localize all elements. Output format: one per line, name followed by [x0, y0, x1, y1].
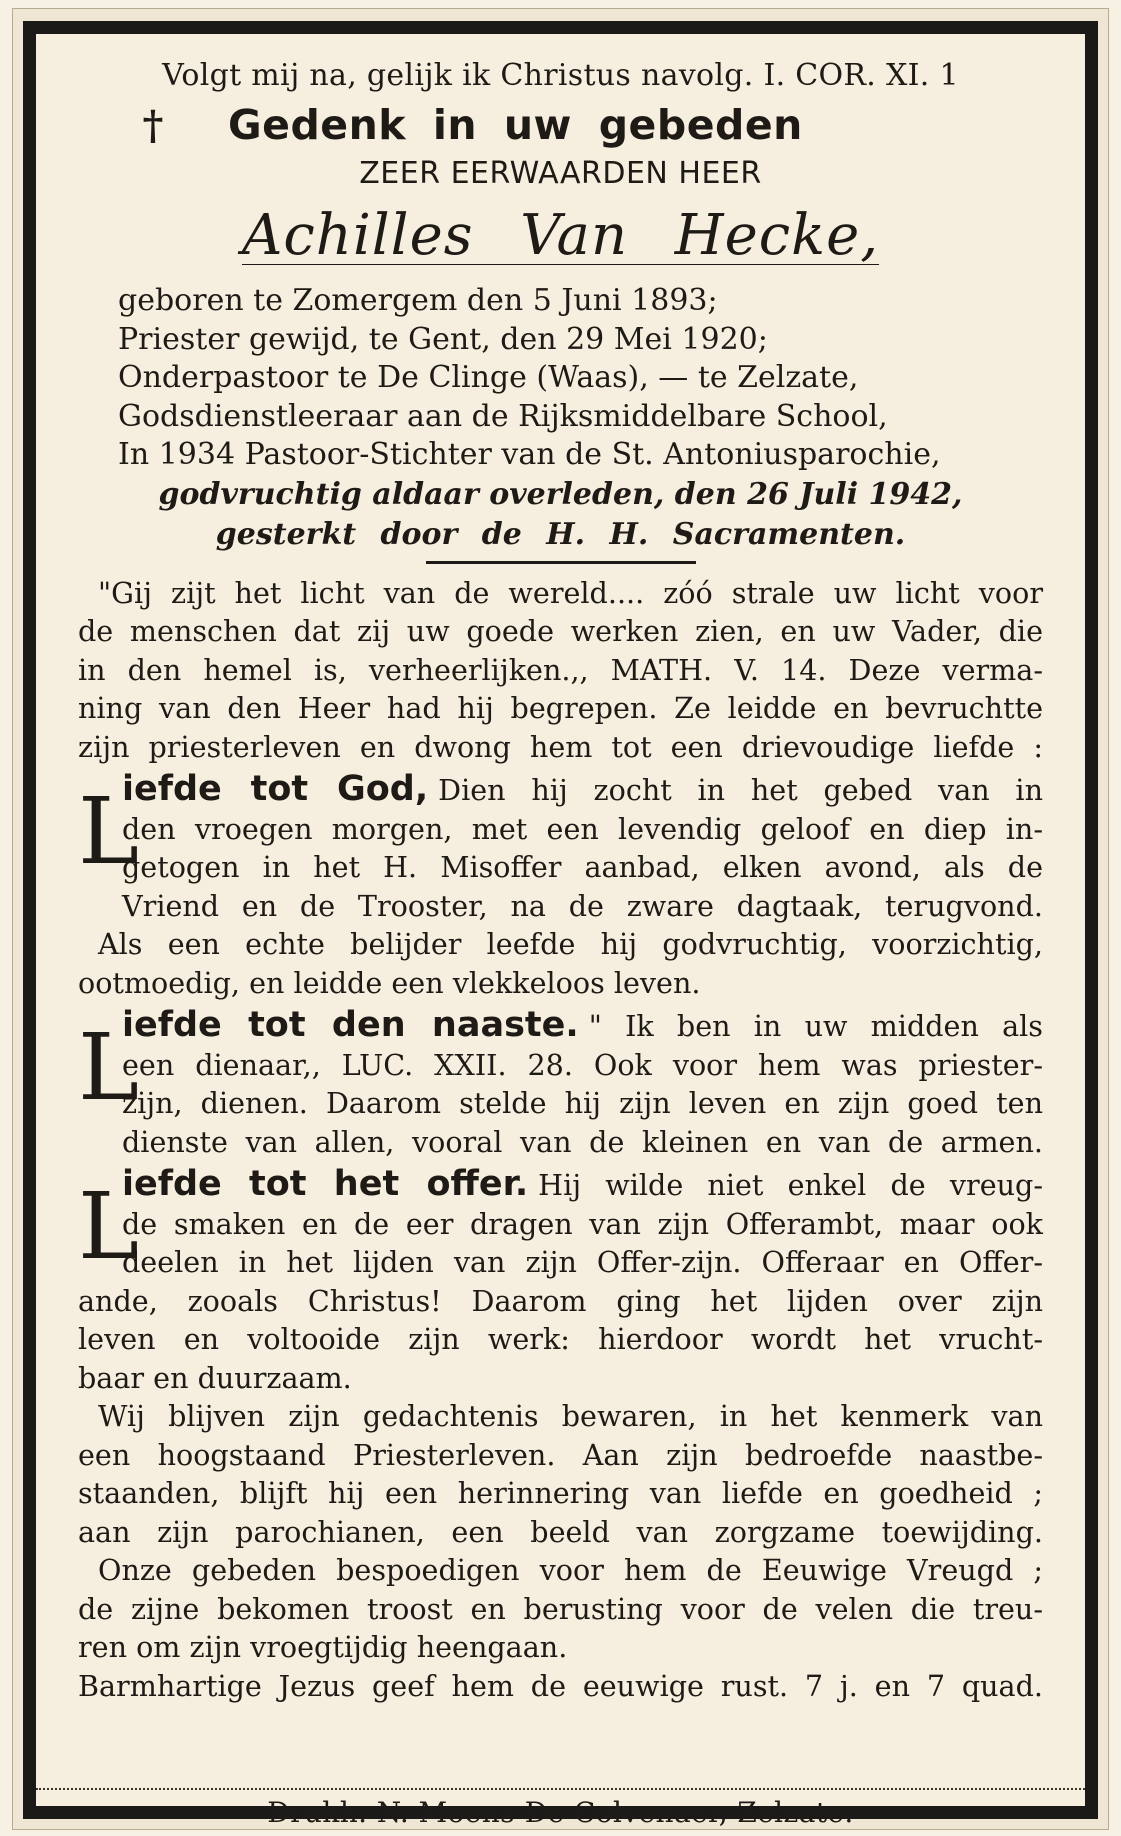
section-heading: iefde tot den naaste.: [122, 1005, 579, 1045]
bio-line: In 1934 Pastoor-Stichter van de St. Antoniusparochie,: [118, 437, 941, 472]
body-line: in den hemel is, verheerlijken.,, MATH. V. 14. Deze verma-: [78, 652, 1043, 687]
section-first-line: [78, 1006, 1043, 1046]
body-line: "Gij zijt het licht van de wereld.... zóó strale uw licht voor: [98, 575, 1043, 610]
body-line: getogen in het H. Misoffer aanbad, elken avond, als de: [122, 850, 1043, 884]
footer-dotted-rule: [36, 1788, 1085, 1790]
card-content: [78, 54, 1043, 1705]
section-love-of-neighbour: [78, 1006, 1043, 1161]
epigraph: Volgt mij na, gelijk ik Christus navolg. I. COR. XI. 1: [162, 58, 959, 93]
deceased-name: Achilles Van Hecke,: [241, 203, 880, 268]
dropcap: L: [78, 1173, 140, 1280]
section-first-line: [78, 1165, 1043, 1205]
section-love-of-god: [78, 770, 1043, 925]
printer-credit: Drukh. N. Moens-De Colvenaer, Zelzate.: [267, 1796, 854, 1829]
cross-icon: †: [142, 101, 164, 149]
body-text: " Ik ben in uw midden als: [588, 1009, 1043, 1043]
closing-paragraph-2: [78, 1551, 1043, 1667]
bio-line: Priester gewijd, te Gent, den 29 Mei 1920;: [118, 321, 768, 357]
closing-paragraph-1: [78, 1397, 1043, 1551]
body-line: Onze gebeden bespoedigen voor hem de Eeuwige Vreugd ;: [98, 1553, 1043, 1587]
body-line: leven en voltooide zijn werk: hierdoor wordt het vrucht-: [78, 1322, 1043, 1356]
body-line: zijn priesterleven en dwong hem tot een drievoudige liefde :: [78, 729, 1043, 764]
body-line: Wij blijven zijn gedachtenis bewaren, in het kenmerk van: [98, 1399, 1043, 1433]
black-border-frame: [23, 21, 1098, 1829]
dropcap: L: [78, 1014, 140, 1121]
body-text: Dien hij zocht in het gebed van in: [438, 773, 1043, 807]
gedenk-title: Gedenk in uw gebeden: [228, 101, 803, 149]
body-line: ootmoedig, en leidde een vlekkeloos leven.: [78, 965, 701, 1000]
body-line: de menschen dat zij uw goede werken zien, en uw Vader, die: [78, 614, 1043, 648]
section-love-of-sacrifice: [78, 1165, 1043, 1282]
body-line: ande, zooals Christus! Daarom ging het lijden over zijn: [78, 1283, 1043, 1318]
body-text: Hij wilde niet enkel de vreug-: [538, 1168, 1044, 1202]
section-heading: iefde tot het offer.: [122, 1164, 529, 1204]
dropcap: L: [78, 778, 140, 885]
section1-paragraph: [78, 925, 1043, 1002]
body-line: ning van den Heer had hij begrepen. Ze leidde en bevruchtte: [78, 691, 1043, 725]
bio-line: geboren te Zomergem den 5 Juni 1893;: [118, 283, 718, 318]
body-line: aan zijn parochianen, een beeld van zorgzame toewijding.: [78, 1514, 1043, 1549]
intro-paragraph: [78, 574, 1043, 767]
body-line: ren om zijn vroegtijdig heengaan.: [78, 1630, 568, 1664]
body-line: Als een echte belijder leefde hij godvruchtig, voorzichtig,: [98, 927, 1043, 961]
memorial-card: [12, 8, 1109, 1830]
body-line: een dienaar,, LUC. XXII. 28. Ook voor hem was priester-: [122, 1047, 1043, 1082]
body-line: deelen in het lijden van zijn Offer-zijn. Offeraar en Offer-: [122, 1245, 1043, 1279]
body-line: staanden, blijft hij een herinnering van liefde en goedheid ;: [78, 1476, 1043, 1510]
section-heading: iefde tot God,: [122, 769, 429, 809]
body-line: zijn, dienen. Daarom stelde hij zijn leven en zijn goed ten: [122, 1086, 1043, 1120]
bio-line: Onderpastoor te De Clinge (Waas), — te Zelzate,: [118, 360, 859, 395]
closing-prayer: Barmhartige Jezus geef hem de eeuwige rust. 7 j. en 7 quad.: [78, 1668, 1043, 1703]
sacraments-line: gesterkt door de H. H. Sacramenten.: [215, 516, 906, 552]
body-line: de zijne bekomen troost en berusting voor de velen die treu-: [78, 1591, 1043, 1626]
body-line: dienste van allen, vooral van de kleinen en van de armen.: [122, 1124, 1043, 1159]
body-line: baar en duurzaam.: [78, 1360, 352, 1395]
body-line: de smaken en de eer dragen van zijn Offerambt, maar ook: [122, 1206, 1043, 1241]
divider-rule: [426, 561, 696, 564]
section-first-line: [78, 770, 1043, 810]
bio-line: Godsdienstleeraar aan de Rijksmiddelbare School,: [118, 398, 888, 434]
body-line: een hoogstaand Priesterleven. Aan zijn bedroefde naastbe-: [78, 1437, 1043, 1472]
section3-paragraph: [78, 1282, 1043, 1398]
body-line: Vriend en de Trooster, na de zware dagtaak, terugvond.: [122, 888, 1043, 923]
gedenk-header: [78, 98, 1043, 152]
rank-title: ZEER EERWAARDEN HEER: [359, 156, 762, 191]
death-line: godvruchtig aldaar overleden, den 26 Juli 1942,: [158, 476, 963, 512]
body-line: den vroegen morgen, met een levendig geloof en diep in-: [122, 811, 1043, 846]
